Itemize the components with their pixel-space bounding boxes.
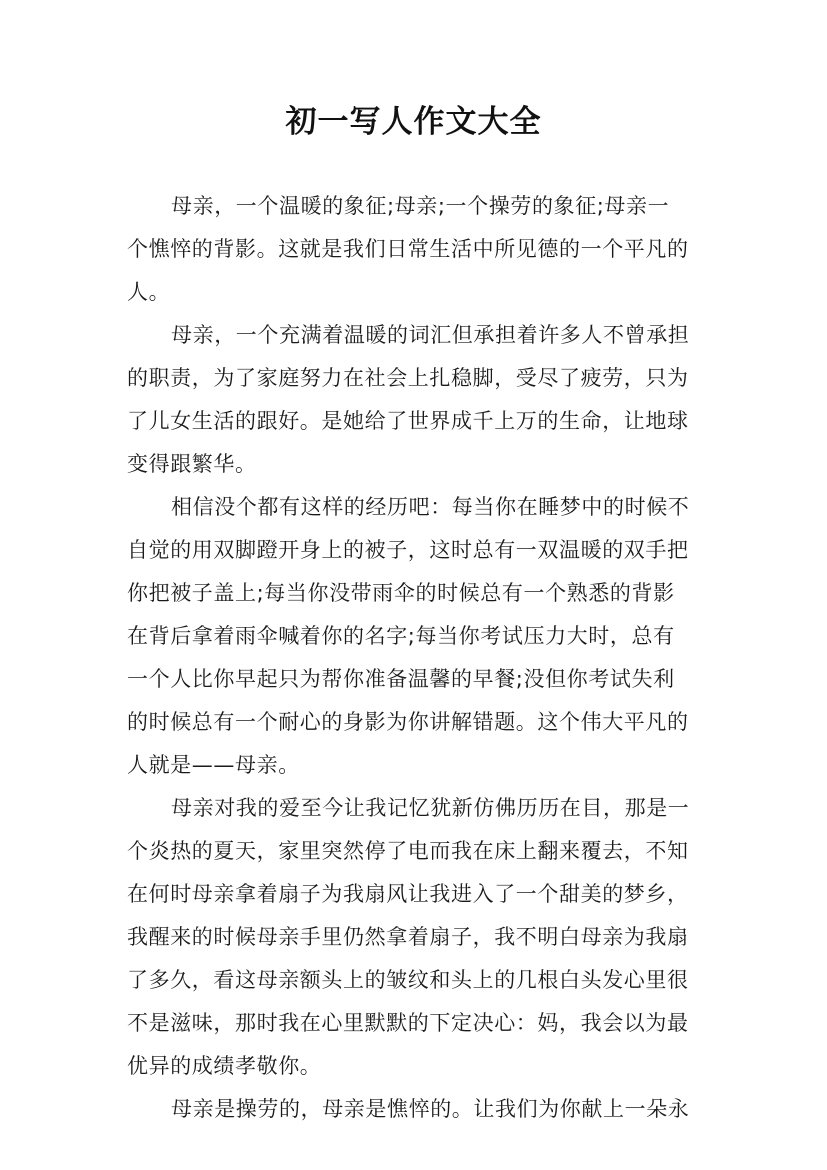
paragraph-4-line-6: 不是滋味，那时我在心里默默的下定决心：妈，我会以为最 xyxy=(127,1011,689,1035)
paragraph-3-line-4: 在背后拿着雨伞喊着你的名字;每当你考试压力大时，总有 xyxy=(127,624,675,648)
document-title: 初一写人作文大全 xyxy=(285,104,542,140)
paragraph-4-line-2: 个炎热的夏天，家里突然停了电而我在床上翻来覆去，不知 xyxy=(127,839,689,863)
paragraph-2-line-1: 母亲，一个充满着温暖的词汇但承担着许多人不曾承担 xyxy=(171,323,690,347)
paragraph-3-line-6: 的时候总有一个耐心的身影为你讲解错题。这个伟大平凡的 xyxy=(127,710,689,734)
paragraph-2-line-3: 了儿女生活的跟好。是她给了世界成千上万的生命，让地球 xyxy=(127,409,689,433)
paragraph-1-line-2: 个憔悴的背影。这就是我们日常生活中所见德的一个平凡的 xyxy=(127,237,689,261)
paragraph-1-line-3: 人。 xyxy=(127,280,171,304)
paragraph-1-line-1: 母亲，一个温暖的象征;母亲;一个操劳的象征;母亲一 xyxy=(171,194,670,218)
paragraph-3-line-2: 自觉的用双脚蹬开身上的被子，这时总有一双温暖的双手把 xyxy=(127,538,689,562)
paragraph-4-line-7: 优异的成绩孝敬你。 xyxy=(127,1054,322,1078)
paragraph-3-line-1: 相信没个都有这样的经历吧：每当你在睡梦中的时候不 xyxy=(171,495,690,519)
paragraph-2-line-2: 的职责，为了家庭努力在社会上扎稳脚，受尽了疲劳，只为 xyxy=(127,366,689,390)
paragraph-4-line-1: 母亲对我的爱至今让我记忆犹新仿佛历历在目，那是一 xyxy=(171,796,690,820)
paragraph-5-line-1: 母亲是操劳的，母亲是憔悴的。让我们为你献上一朵永 xyxy=(171,1097,690,1121)
paragraph-4-line-3: 在何时母亲拿着扇子为我扇风让我进入了一个甜美的梦乡， xyxy=(127,882,689,906)
paragraph-2-line-4: 变得跟繁华。 xyxy=(127,452,257,476)
paragraph-3-line-7: 人就是——母亲。 xyxy=(127,753,300,777)
paragraph-4-line-4: 我醒来的时候母亲手里仍然拿着扇子，我不明白母亲为我扇 xyxy=(127,925,689,949)
paragraph-3-line-5: 一个人比你早起只为帮你准备温馨的早餐;没但你考试失利 xyxy=(127,667,675,691)
paragraph-3-line-3: 你把被子盖上;每当你没带雨伞的时候总有一个熟悉的背影 xyxy=(127,581,675,605)
paragraph-4-line-5: 了多久，看这母亲额头上的皱纹和头上的几根白头发心里很 xyxy=(127,968,689,992)
